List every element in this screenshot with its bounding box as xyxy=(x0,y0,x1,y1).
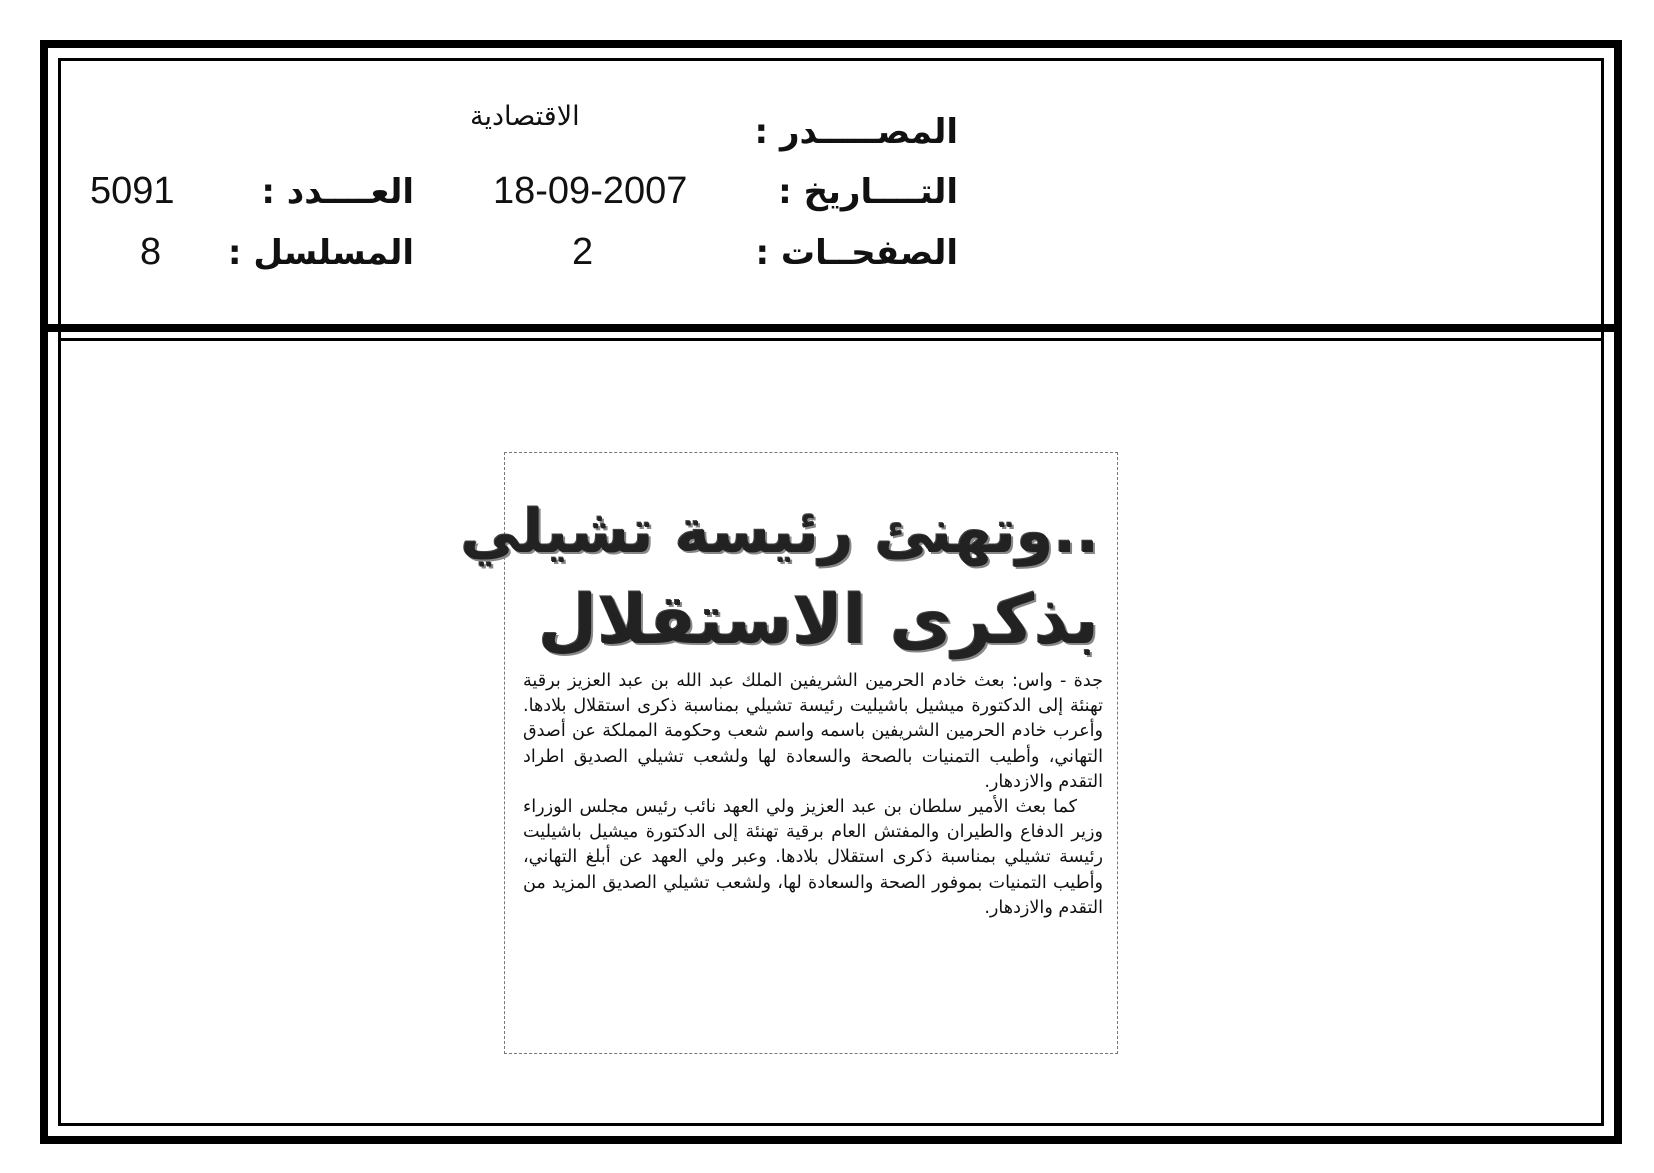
article-paragraph-2: كما بعث الأمير سلطان بن عبد العزيز ولي العهد نائب رئيس مجلس الوزراء وزير الدفاع والطيران والمفتش العام برقية تهنئة إلى الدكتورة ميشيل باشيليت رئيسة تشيلي بمناسبة ذكرى استقلال بلادها. وعبر ولي العهد عن أبلغ التهاني، وأطيب التمنيات بموفور الصحة والسعادة لها، ولشعب تشيلي الصديق المزيد من التقدم والازدهار. xyxy=(523,797,1103,918)
header-divider-thick xyxy=(40,324,1622,332)
pages-label: الصفحــات : xyxy=(755,233,958,273)
date-value: 18-09-2007 xyxy=(493,170,688,212)
serial-value: 8 xyxy=(140,231,162,273)
article-body xyxy=(523,669,1103,921)
issue-label: العــــدد : xyxy=(261,172,414,212)
article-paragraph-1: جدة - واس: بعث خادم الحرمين الشريفين الملك عبد الله بن عبد العزيز برقية تهنئة إلى الدكتورة ميشيل باشيليت رئيسة تشيلي بمناسبة ذكرى استقلال بلادها. وأعرب خادم الحرمين الشريفين باسمه واسم شعب وحكومة المملكة عن أصدق التهاني، وأطيب التمنيات بالصحة والسعادة لها ولشعب تشيلي الصديق اطراد التقدم والازدهار. xyxy=(523,671,1103,792)
source-value: الاقتصادية xyxy=(470,101,580,132)
article-headline-line-2: بذكرى الاستقلال xyxy=(538,581,1099,660)
header-divider-thin xyxy=(58,338,1604,341)
issue-value: 5091 xyxy=(90,170,175,212)
source-label: المصـــــدر : xyxy=(754,112,958,152)
date-label: التــــاريخ : xyxy=(778,172,958,212)
article-clipping xyxy=(460,452,1118,1054)
serial-label: المسلسل : xyxy=(227,233,414,273)
article-headline-line-1: ..وتهنئ رئيسة تشيلي xyxy=(460,497,1099,567)
pages-value: 2 xyxy=(572,231,594,273)
